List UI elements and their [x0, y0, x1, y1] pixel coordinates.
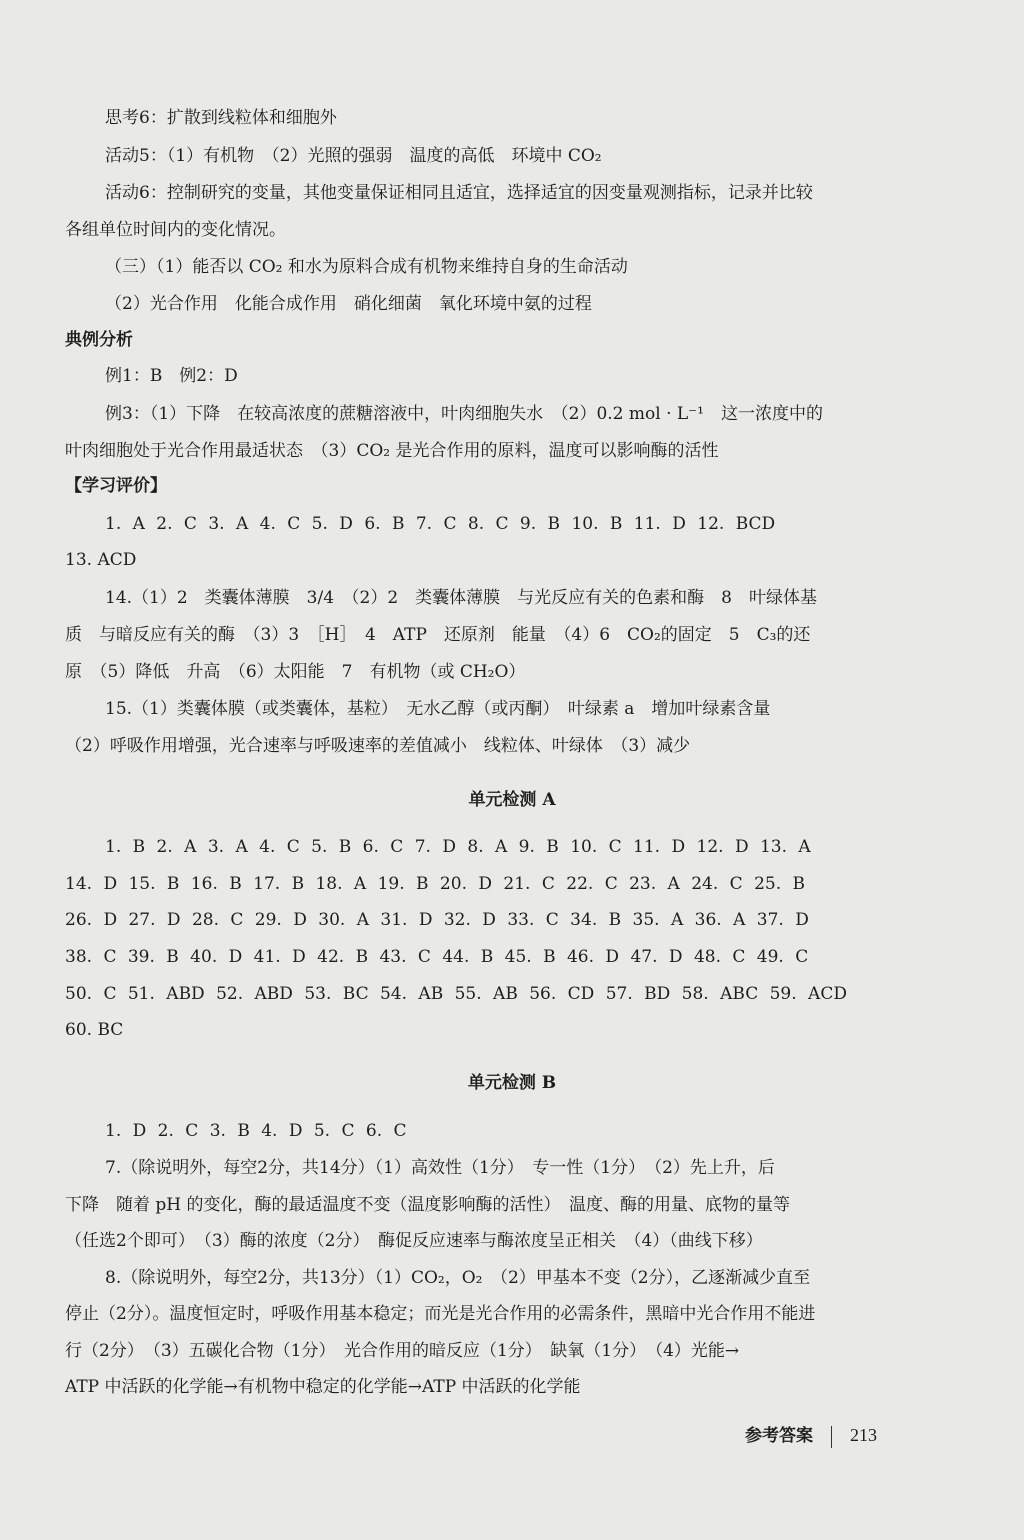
answer-line: 14. D 15. B 16. B 17. B 18. A 19. B 20. D 21. C 22. C 23. A 24. C 25. B [65, 874, 806, 894]
text-line: 叶肉细胞处于光合作用最适状态 （3）CO₂ 是光合作用的原料，温度可以影响酶的活性 [65, 441, 719, 461]
section-title: 单元检测 B [467, 1073, 557, 1093]
text-line: 活动6：控制研究的变量，其他变量保证相同且适宜，选择适宜的因变量观测指标，记录并比较 [105, 183, 813, 203]
text-line: 质 与暗反应有关的酶 （3）3 ［H］ 4 ATP 还原剂 能量 （4）6 CO₂的固定 5 C₃的还 [65, 625, 811, 645]
footer-divider [831, 1426, 832, 1448]
text-line: 14.（1）2 类囊体薄膜 3/4 （2）2 类囊体薄膜 与光反应有关的色素和酶 8 叶绿体基 [105, 588, 817, 608]
text-line: （2）呼吸作用增强，光合速率与呼吸速率的差值减小 线粒体、叶绿体 （3）减少 [65, 736, 691, 756]
footer-label: 参考答案 [745, 1426, 813, 1446]
page-number: 213 [850, 1425, 877, 1445]
answer-line: 60. BC [65, 1020, 124, 1040]
text-line: 例1：B 例2：D [105, 366, 238, 386]
text-line: 7.（除说明外，每空2分，共14分）（1）高效性（1分） 专一性（1分） （2）先上升，后 [105, 1158, 775, 1178]
answer-line: 1. A 2. C 3. A 4. C 5. D 6. B 7. C 8. C 9. B 10. B 11. D 12. BCD [105, 514, 776, 534]
text-line: 活动5：（1）有机物 （2）光照的强弱 温度的高低 环境中 CO₂ [105, 146, 602, 166]
answer-line: 1. D 2. C 3. B 4. D 5. C 6. C [105, 1121, 407, 1141]
section-title: 单元检测 A [468, 790, 556, 810]
text-line: 原 （5）降低 升高 （6）太阳能 7 有机物（或 CH₂O） [65, 662, 526, 682]
text-line: 下降 随着 pH 的变化，酶的最适温度不变（温度影响酶的活性） 温度、酶的用量、底物的量等 [65, 1195, 791, 1215]
section-heading: 【学习评价】 [65, 476, 167, 496]
text-line: 8.（除说明外，每空2分，共13分）（1）CO₂，O₂ （2）甲基本不变（2分），乙逐渐减少直至 [105, 1268, 811, 1288]
text-line: 15.（1）类囊体膜（或类囊体，基粒） 无水乙醇（或丙酮） 叶绿素 a 增加叶绿素含量 [105, 699, 771, 719]
text-line: 思考6：扩散到线粒体和细胞外 [105, 108, 337, 128]
text-line: （任选2个即可） （3）酶的浓度（2分） 酶促反应速率与酶浓度呈正相关 （4）（曲线下移） [65, 1231, 763, 1251]
text-line: （三）（1）能否以 CO₂ 和水为原料合成有机物来维持自身的生命活动 [105, 257, 628, 277]
answer-line: 38. C 39. B 40. D 41. D 42. B 43. C 44. B 45. B 46. D 47. D 48. C 49. C [65, 947, 809, 967]
section-heading: 典例分析 [65, 330, 133, 350]
page-footer [745, 1423, 877, 1448]
answer-line: 13. ACD [65, 550, 137, 570]
answer-line: 1. B 2. A 3. A 4. C 5. B 6. C 7. D 8. A 9. B 10. C 11. D 12. D 13. A [105, 837, 811, 857]
text-line: 例3：（1）下降 在较高浓度的蔗糖溶液中，叶肉细胞失水 （2）0.2 mol · L⁻¹ 这一浓度中的 [105, 404, 823, 424]
text-line: 各组单位时间内的变化情况。 [65, 220, 286, 240]
answer-line: 50. C 51. ABD 52. ABD 53. BC 54. AB 55. AB 56. CD 57. BD 58. ABC 59. ACD [65, 984, 847, 1004]
answer-line: 26. D 27. D 28. C 29. D 30. A 31. D 32. D 33. C 34. B 35. A 36. A 37. D [65, 910, 809, 930]
text-line: 行（2分） （3）五碳化合物（1分） 光合作用的暗反应（1分） 缺氧（1分） （4）光能→ [65, 1341, 740, 1361]
text-line: （2）光合作用 化能合成作用 硝化细菌 氧化环境中氨的过程 [105, 294, 592, 314]
text-line: 停止（2分）。温度恒定时，呼吸作用基本稳定；而光是光合作用的必需条件，黑暗中光合作用不能进 [65, 1304, 816, 1324]
text-line: ATP 中活跃的化学能→有机物中稳定的化学能→ATP 中活跃的化学能 [65, 1377, 581, 1397]
